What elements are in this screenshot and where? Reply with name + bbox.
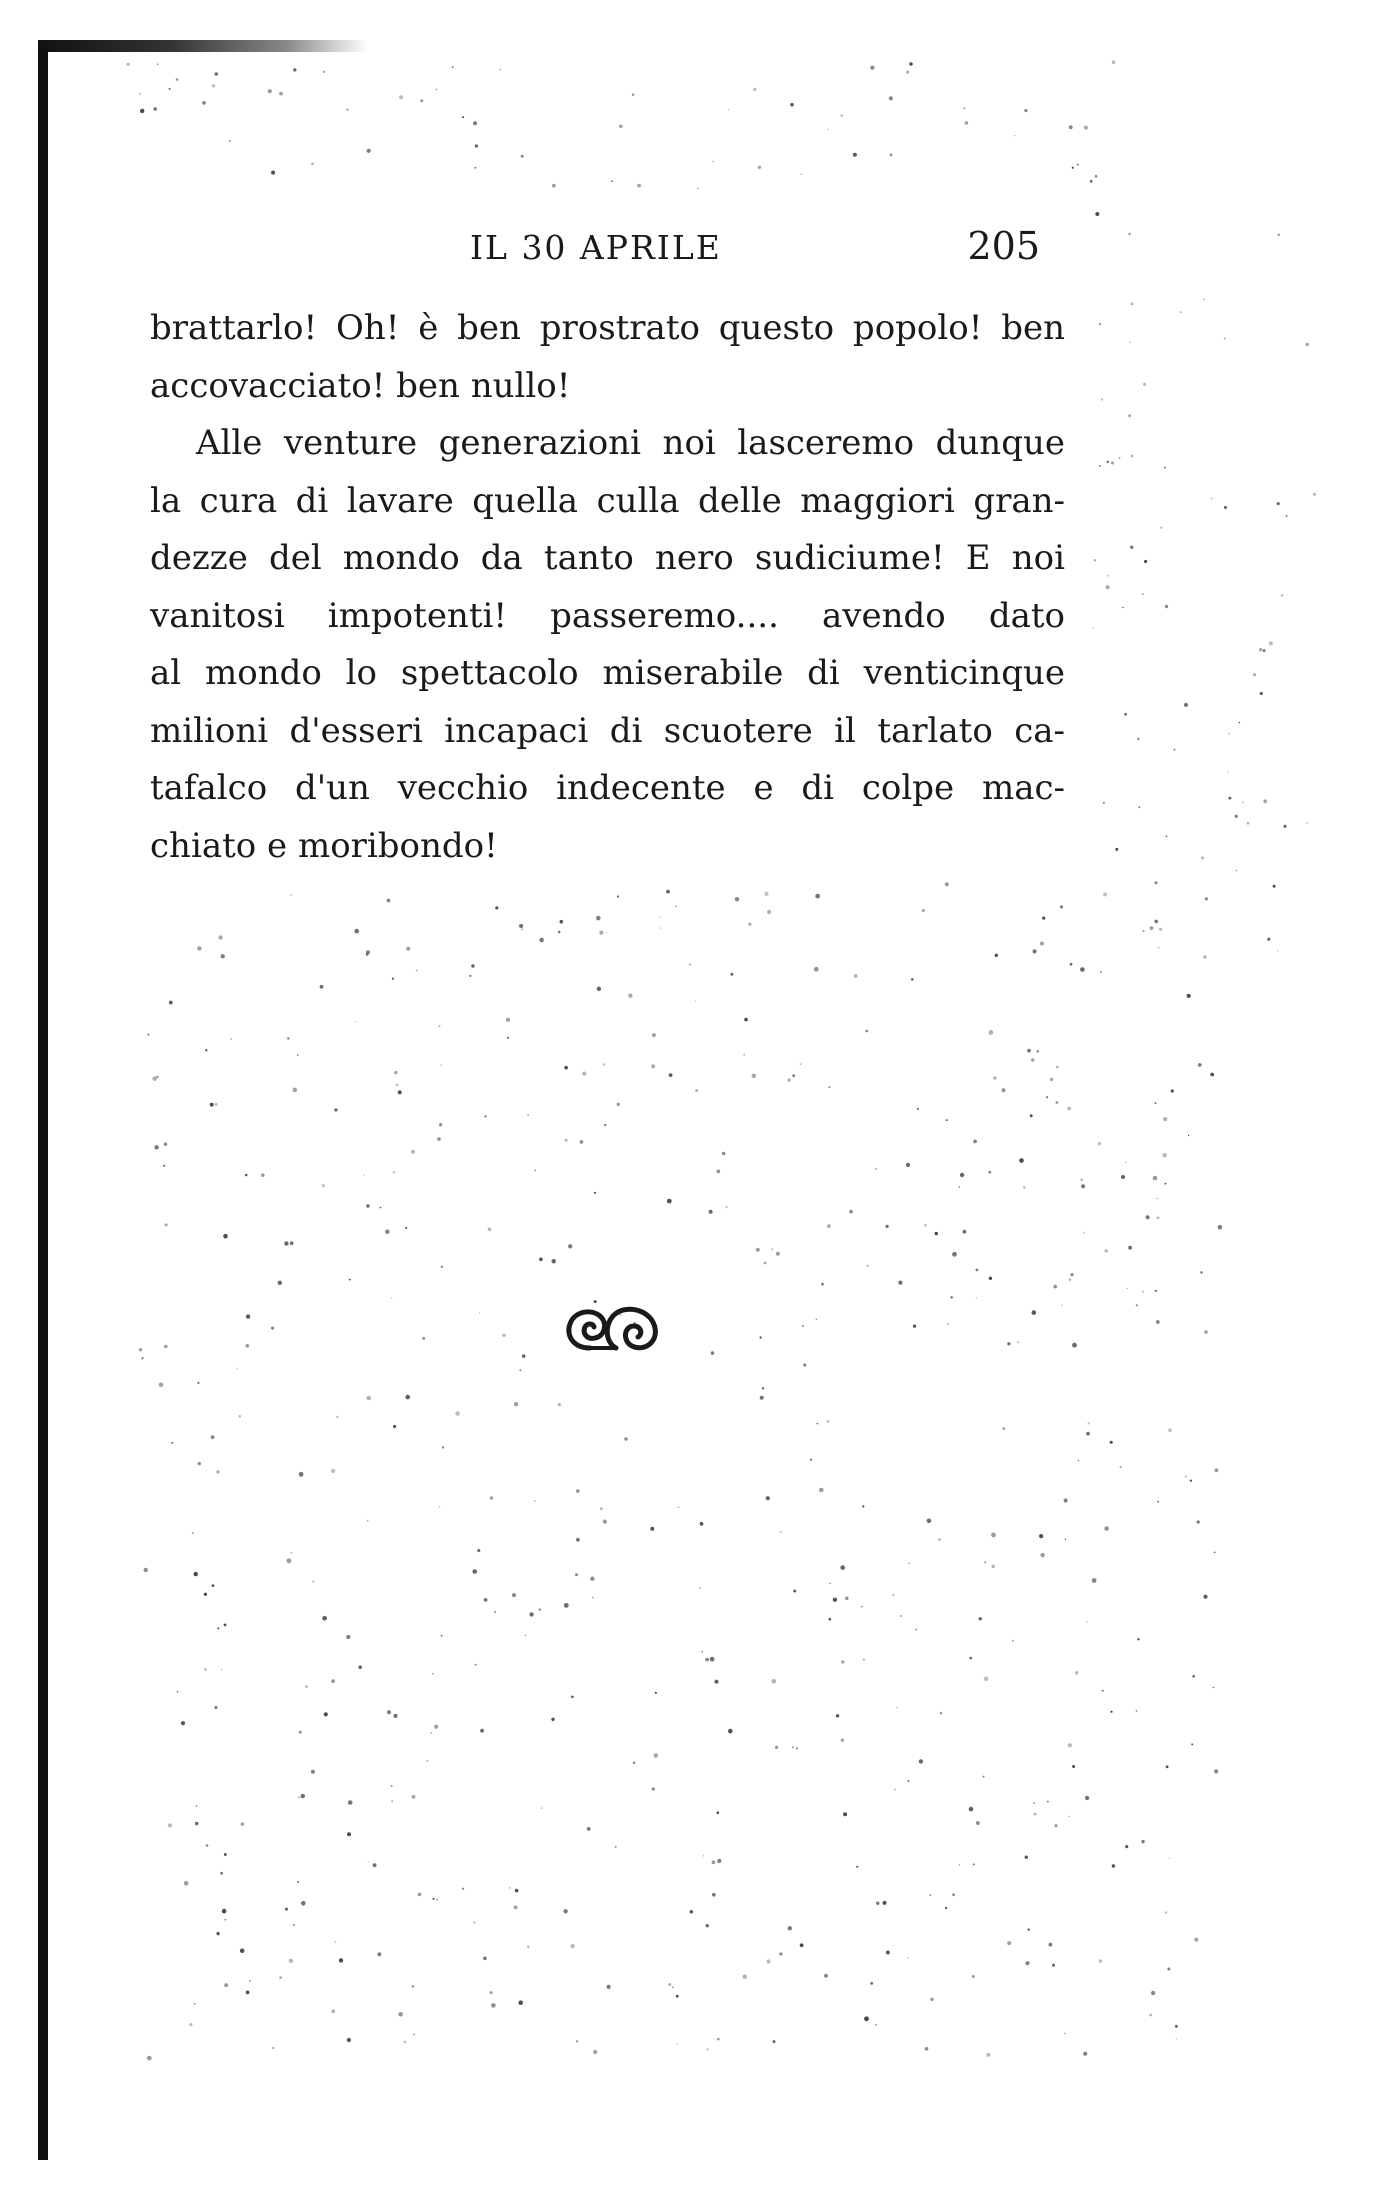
body-text: [150, 300, 1065, 875]
text-line: milioni d'esseri incapaci di scuotere il tarlato ca-: [150, 710, 1065, 751]
text-line: Alle venture generazioni noi lasceremo dunque: [196, 423, 1065, 463]
double-spiral-ornament-icon: [560, 1300, 670, 1360]
top-edge-shadow: [38, 40, 368, 52]
text-line: dezze del mondo da tanto nero sudiciume! E noi: [150, 538, 1065, 578]
text-line: al mondo lo spettacolo miserabile di venticinque: [150, 653, 1065, 693]
text-line: vanitosi impotenti! passeremo.... avendo dato: [150, 595, 1065, 636]
text-line: brattarlo! Oh! è ben prostrato questo popolo! ben: [150, 308, 1065, 348]
text-line: accovacciato! ben nullo!: [150, 365, 571, 406]
binding-shadow-bar: [38, 40, 48, 2160]
text-line: tafalco d'un vecchio indecente e di colpe mac-: [150, 768, 1065, 808]
text-line: la cura di lavare quella culla delle maggiori gran-: [150, 480, 1065, 521]
text-line: chiato e moribondo!: [150, 825, 498, 866]
page-number: 205: [967, 224, 1040, 268]
running-title: IL 30 APRILE: [470, 228, 722, 267]
running-head: [150, 224, 1040, 278]
